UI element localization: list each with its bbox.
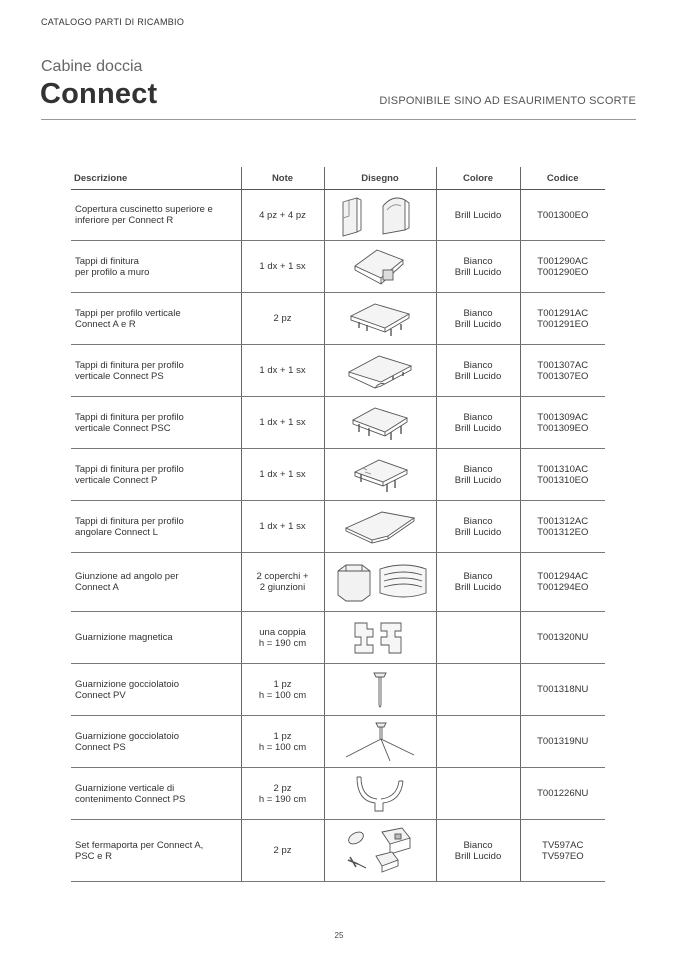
cell-descrizione — [71, 190, 241, 241]
magnetic-seal-drawing — [345, 615, 415, 661]
cell-descrizione — [71, 768, 241, 820]
cell-codice — [520, 716, 605, 768]
cell-descrizione — [71, 553, 241, 612]
cell-descrizione-line: contenimento Connect PS — [75, 793, 186, 805]
cell-descrizione — [71, 241, 241, 293]
cell-note-line: 2 pz — [273, 313, 292, 324]
cell-note — [241, 612, 324, 664]
cell-descrizione-line: Connect A e R — [75, 318, 136, 330]
cell-codice-line: T001300EO — [537, 209, 589, 221]
vertical-seal-drawing — [345, 771, 415, 817]
table-row — [71, 501, 605, 553]
cell-codice-line: T001290AC — [537, 255, 589, 267]
cell-note-line: 1 dx + 1 sx — [259, 417, 306, 428]
page-subtitle: Cabine doccia — [41, 58, 143, 75]
door-stop-set-drawing — [340, 826, 420, 876]
cell-note-line: h = 190 cm — [258, 793, 307, 805]
cell-disegno — [324, 397, 436, 449]
cell-codice-line: TV597EO — [541, 850, 584, 862]
spare-parts-table — [71, 167, 605, 882]
cell-colore-line: Brill Lucido — [454, 266, 502, 278]
cell-disegno — [324, 820, 436, 882]
cell-descrizione-line: Guarnizione gocciolatoio — [75, 730, 180, 742]
cell-note-line: 4 pz + 4 pz — [259, 209, 306, 221]
cell-colore-line: Bianco — [463, 571, 493, 582]
cell-codice — [520, 190, 605, 241]
catalog-label: CATALOGO PARTI DI RICAMBIO — [41, 17, 185, 27]
cell-disegno — [324, 241, 436, 293]
column-header-codice: Codice — [520, 167, 605, 190]
table-row — [71, 449, 605, 501]
drip-seal-ps-drawing — [340, 719, 420, 765]
cell-descrizione — [71, 664, 241, 716]
cell-colore — [436, 501, 520, 553]
cell-disegno — [324, 449, 436, 501]
cell-colore-line: Bianco — [463, 411, 493, 423]
cell-codice-line: T001307AC — [537, 359, 589, 371]
cell-colore-line: Brill Lucido — [454, 422, 502, 434]
vertical-cap-a-r-drawing — [345, 296, 415, 342]
cell-descrizione-line: Connect PS — [75, 741, 126, 753]
cell-note-line: 1 dx + 1 sx — [259, 261, 306, 272]
table-row — [71, 664, 605, 716]
cell-note — [241, 664, 324, 716]
cell-note-line: 2 pz — [273, 845, 292, 856]
corner-joint-drawing — [330, 559, 430, 605]
cell-descrizione — [71, 449, 241, 501]
cell-codice-line: T001291AC — [537, 307, 589, 319]
cell-note — [241, 716, 324, 768]
vertical-cap-p-drawing — [345, 452, 415, 498]
cell-codice — [520, 768, 605, 820]
column-header-note: Note — [241, 167, 324, 190]
drip-seal-pv-drawing — [360, 667, 400, 713]
cell-colore-line: Bianco — [463, 359, 493, 371]
cell-codice-line: T001310AC — [537, 463, 589, 475]
cell-colore-line: Brill Lucido — [454, 370, 502, 382]
table-row — [71, 716, 605, 768]
cell-descrizione — [71, 397, 241, 449]
cell-note-line: 1 dx + 1 sx — [259, 365, 306, 376]
cell-note — [241, 768, 324, 820]
cell-disegno — [324, 345, 436, 397]
cell-colore-line: Bianco — [463, 463, 493, 475]
cell-colore-line: Brill Lucido — [454, 582, 502, 593]
cell-descrizione — [71, 345, 241, 397]
cell-descrizione — [71, 501, 241, 553]
cell-codice — [520, 501, 605, 553]
cell-note — [241, 345, 324, 397]
cell-disegno — [324, 190, 436, 241]
cell-descrizione-line: Copertura cuscinetto superiore e — [75, 204, 213, 215]
table-row — [71, 553, 605, 612]
cell-descrizione-line: angolare Connect L — [75, 526, 158, 538]
cell-colore-line: Brill Lucido — [454, 209, 502, 221]
cell-disegno — [324, 501, 436, 553]
cell-colore — [436, 820, 520, 882]
cell-note-line: 1 pz — [273, 678, 292, 690]
cell-codice-line: T001310EO — [537, 474, 589, 486]
cell-note-line: 1 dx + 1 sx — [259, 521, 306, 532]
vertical-cap-psc-drawing — [345, 400, 415, 446]
cell-codice-line: T001290EO — [537, 266, 589, 278]
cell-codice — [520, 397, 605, 449]
cell-descrizione-line: inferiore per Connect R — [75, 215, 174, 226]
cell-colore — [436, 716, 520, 768]
cell-colore-line: Brill Lucido — [454, 526, 502, 538]
table-row — [71, 190, 605, 241]
table-row — [71, 768, 605, 820]
cell-descrizione — [71, 820, 241, 882]
cell-descrizione-line: verticale Connect P — [75, 474, 158, 486]
cell-descrizione-line: Guarnizione verticale di — [75, 782, 175, 794]
cell-codice — [520, 664, 605, 716]
cell-disegno — [324, 612, 436, 664]
cell-colore-line: Bianco — [463, 839, 493, 851]
cell-note-line: 1 dx + 1 sx — [259, 469, 306, 480]
cell-codice-line: T001294EO — [537, 582, 589, 593]
cell-codice — [520, 553, 605, 612]
cell-disegno — [324, 664, 436, 716]
cell-codice — [520, 820, 605, 882]
cell-codice-line: T001319NU — [537, 736, 589, 747]
cell-descrizione-line: Guarnizione magnetica — [75, 632, 173, 643]
cell-descrizione — [71, 612, 241, 664]
cell-codice-line: T001309AC — [537, 411, 589, 423]
vertical-cap-ps-drawing — [345, 348, 415, 394]
cell-descrizione-line: per profilo a muro — [75, 266, 150, 278]
cell-descrizione — [71, 716, 241, 768]
availability-notice: DISPONIBILE SINO AD ESAURIMENTO SCORTE — [379, 95, 636, 107]
cell-colore — [436, 397, 520, 449]
cell-descrizione-line: Set fermaporta per Connect A, — [75, 839, 204, 851]
cell-codice-line: T001312AC — [537, 515, 589, 527]
cell-codice — [520, 449, 605, 501]
cell-note-line: h = 100 cm — [258, 741, 307, 753]
cell-descrizione-line: PSC e R — [75, 850, 112, 862]
cell-descrizione-line: Tappi per profilo verticale — [75, 307, 181, 319]
cell-codice-line: T001307EO — [537, 370, 589, 382]
column-header-disegno: Disegno — [324, 167, 436, 190]
column-header-colore: Colore — [436, 167, 520, 190]
cushion-covers-drawing — [335, 192, 425, 238]
cell-descrizione-line: Tappi di finitura per profilo — [75, 463, 184, 475]
cell-colore — [436, 664, 520, 716]
cell-codice-line: TV597AC — [542, 839, 584, 851]
cell-descrizione-line: Tappi di finitura per profilo — [75, 359, 184, 371]
cell-note — [241, 241, 324, 293]
cell-note-line: h = 100 cm — [258, 689, 307, 701]
table-row — [71, 820, 605, 882]
cell-colore-line: Brill Lucido — [454, 318, 502, 330]
cell-colore — [436, 190, 520, 241]
cell-codice — [520, 345, 605, 397]
cell-colore-line: Bianco — [463, 255, 493, 267]
table-row — [71, 293, 605, 345]
cell-descrizione — [71, 293, 241, 345]
cell-codice — [520, 293, 605, 345]
cell-descrizione-line: Tappi di finitura per profilo — [75, 411, 184, 423]
cell-disegno — [324, 553, 436, 612]
table-row — [71, 241, 605, 293]
cell-descrizione-line: verticale Connect PSC — [75, 422, 171, 434]
cell-colore-line: Brill Lucido — [454, 474, 502, 486]
cell-disegno — [324, 716, 436, 768]
table-row — [71, 612, 605, 664]
header-divider — [41, 119, 636, 120]
cell-codice — [520, 612, 605, 664]
cell-note — [241, 293, 324, 345]
cell-colore-line: Bianco — [463, 515, 493, 527]
cell-codice — [520, 241, 605, 293]
page-title: Connect — [40, 78, 158, 110]
cell-colore-line: Brill Lucido — [454, 850, 502, 862]
cell-note-line: una coppia — [259, 626, 306, 638]
cell-descrizione-line: Guarnizione gocciolatoio — [75, 678, 180, 690]
cell-note-line: 2 giunzioni — [259, 582, 306, 593]
cell-descrizione-line: Connect A — [75, 582, 119, 593]
cell-colore — [436, 553, 520, 612]
cell-note — [241, 553, 324, 612]
cell-note — [241, 501, 324, 553]
cell-disegno — [324, 293, 436, 345]
cell-codice-line: T001226NU — [537, 788, 589, 799]
cell-note-line: 2 coperchi + — [256, 571, 309, 582]
cell-colore — [436, 612, 520, 664]
cell-descrizione-line: Tappi di finitura per profilo — [75, 515, 184, 527]
table-header-row — [71, 167, 605, 190]
cell-disegno — [324, 768, 436, 820]
cell-colore — [436, 293, 520, 345]
cell-colore — [436, 345, 520, 397]
cell-note-line: h = 190 cm — [258, 637, 307, 649]
cell-note — [241, 820, 324, 882]
wall-profile-cap-drawing — [345, 244, 415, 290]
cell-colore — [436, 241, 520, 293]
table-row — [71, 345, 605, 397]
cell-descrizione-line: Giunzione ad angolo per — [75, 571, 179, 582]
cell-note — [241, 190, 324, 241]
cell-colore — [436, 768, 520, 820]
page-number: 25 — [334, 931, 344, 940]
cell-descrizione-line: verticale Connect PS — [75, 370, 164, 382]
angular-cap-l-drawing — [342, 504, 418, 550]
cell-codice-line: T001309EO — [537, 422, 589, 434]
cell-codice-line: T001291EO — [537, 318, 589, 330]
table-row — [71, 397, 605, 449]
cell-colore-line: Bianco — [463, 307, 493, 319]
cell-note-line: 2 pz — [273, 782, 292, 794]
cell-codice-line: T001320NU — [537, 632, 589, 643]
cell-note-line: 1 pz — [273, 730, 292, 742]
cell-codice-line: T001312EO — [537, 526, 589, 538]
cell-codice-line: T001294AC — [537, 571, 589, 582]
cell-note — [241, 397, 324, 449]
cell-descrizione-line: Tappi di finitura — [75, 255, 139, 267]
column-header-descrizione: Descrizione — [71, 167, 241, 190]
cell-descrizione-line: Connect PV — [75, 689, 126, 701]
cell-codice-line: T001318NU — [537, 684, 589, 695]
cell-note — [241, 449, 324, 501]
cell-colore — [436, 449, 520, 501]
